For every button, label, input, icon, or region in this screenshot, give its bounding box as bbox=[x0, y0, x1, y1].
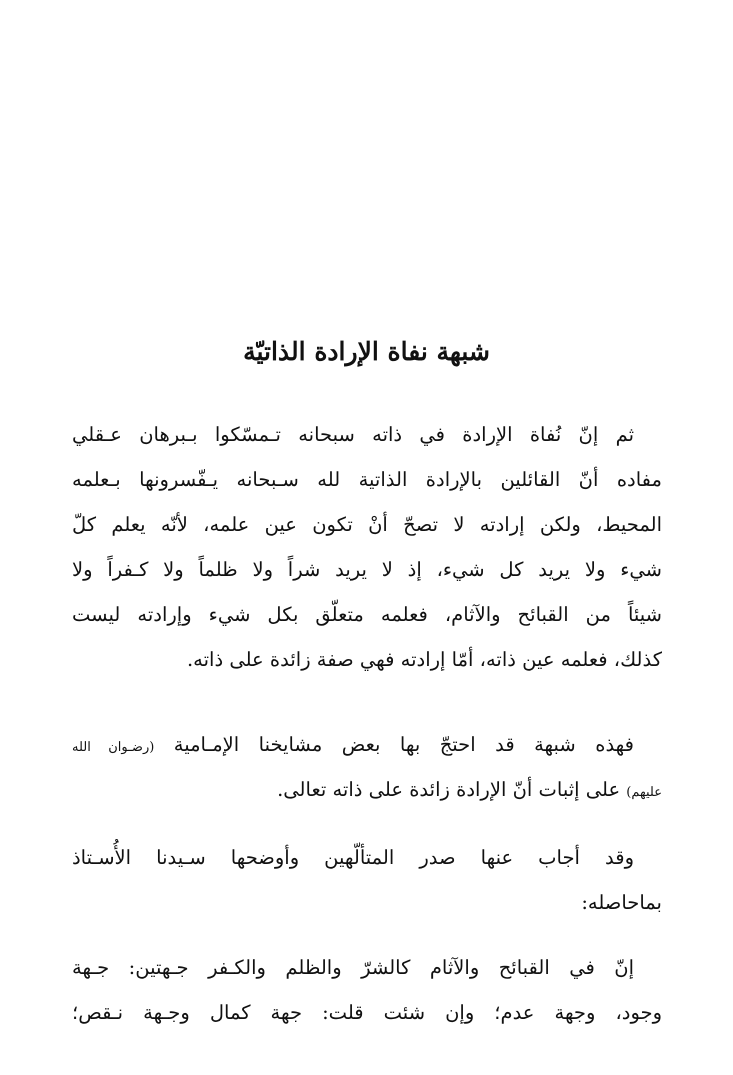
paragraph-text: على إثبات أنّ الإرادة زائدة على ذاته تعالى. bbox=[277, 778, 621, 801]
paragraph-1 bbox=[72, 412, 662, 682]
paragraph-line bbox=[72, 722, 662, 767]
paragraph-line: كذلك، فعلمه عين ذاته، أمّا إرادته فهي صفة زائدة على ذاته. bbox=[186, 648, 662, 671]
paragraph-line: وجود، وجهة عدم؛ وإن شئت قلت: جهة كمال وجـهة نـقص؛ bbox=[72, 1001, 662, 1024]
paragraph-line: شيء ولا يريد كل شيء، إذ لا يريد شراً ولا ظلماً ولا كـفراً ولا bbox=[72, 558, 662, 581]
honorific-text: (رضـوان الله bbox=[72, 740, 155, 755]
paragraph-4 bbox=[72, 945, 662, 1035]
paragraph-line: وقد أجاب عنها صدر المتألّهين وأوضحها سـيدنا الأُسـتاذ bbox=[72, 846, 634, 869]
section-title: شبهة نفاة الإرادة الذاتيّة bbox=[243, 337, 490, 366]
honorific-text: عليهم) bbox=[626, 785, 662, 800]
paragraph-3 bbox=[72, 835, 662, 925]
paragraph-line: مفاده أنّ القائلين بالإرادة الذاتية لله سـبحانه يـفّسرونها بـعلمه bbox=[72, 468, 662, 491]
paragraph-2 bbox=[72, 722, 662, 812]
paragraph-line: إنّ في القبائح والآثام كالشرّ والظلم والكـفر جـهتين: جـهة bbox=[72, 956, 634, 979]
paragraph-line: بماحاصله: bbox=[581, 891, 662, 914]
paragraph-line: شيئاً من القبائح والآثام، فعلمه متعلّق بكل شيء وإرادته ليست bbox=[72, 603, 662, 626]
paragraph-line: ثم إنّ نُفاة الإرادة في ذاته سبحانه تـمسّكوا بـبرهان عـقلي bbox=[72, 423, 634, 446]
paragraph-text: فهذه شبهة قد احتجّ بها بعض مشايخنا الإمـامية bbox=[173, 733, 634, 756]
paragraph-line bbox=[72, 767, 662, 812]
paragraph-line: المحيط، ولكن إرادته لا تصحّ أنْ تكون عين علمه، لأنّه يعلم كلّ bbox=[72, 513, 662, 536]
